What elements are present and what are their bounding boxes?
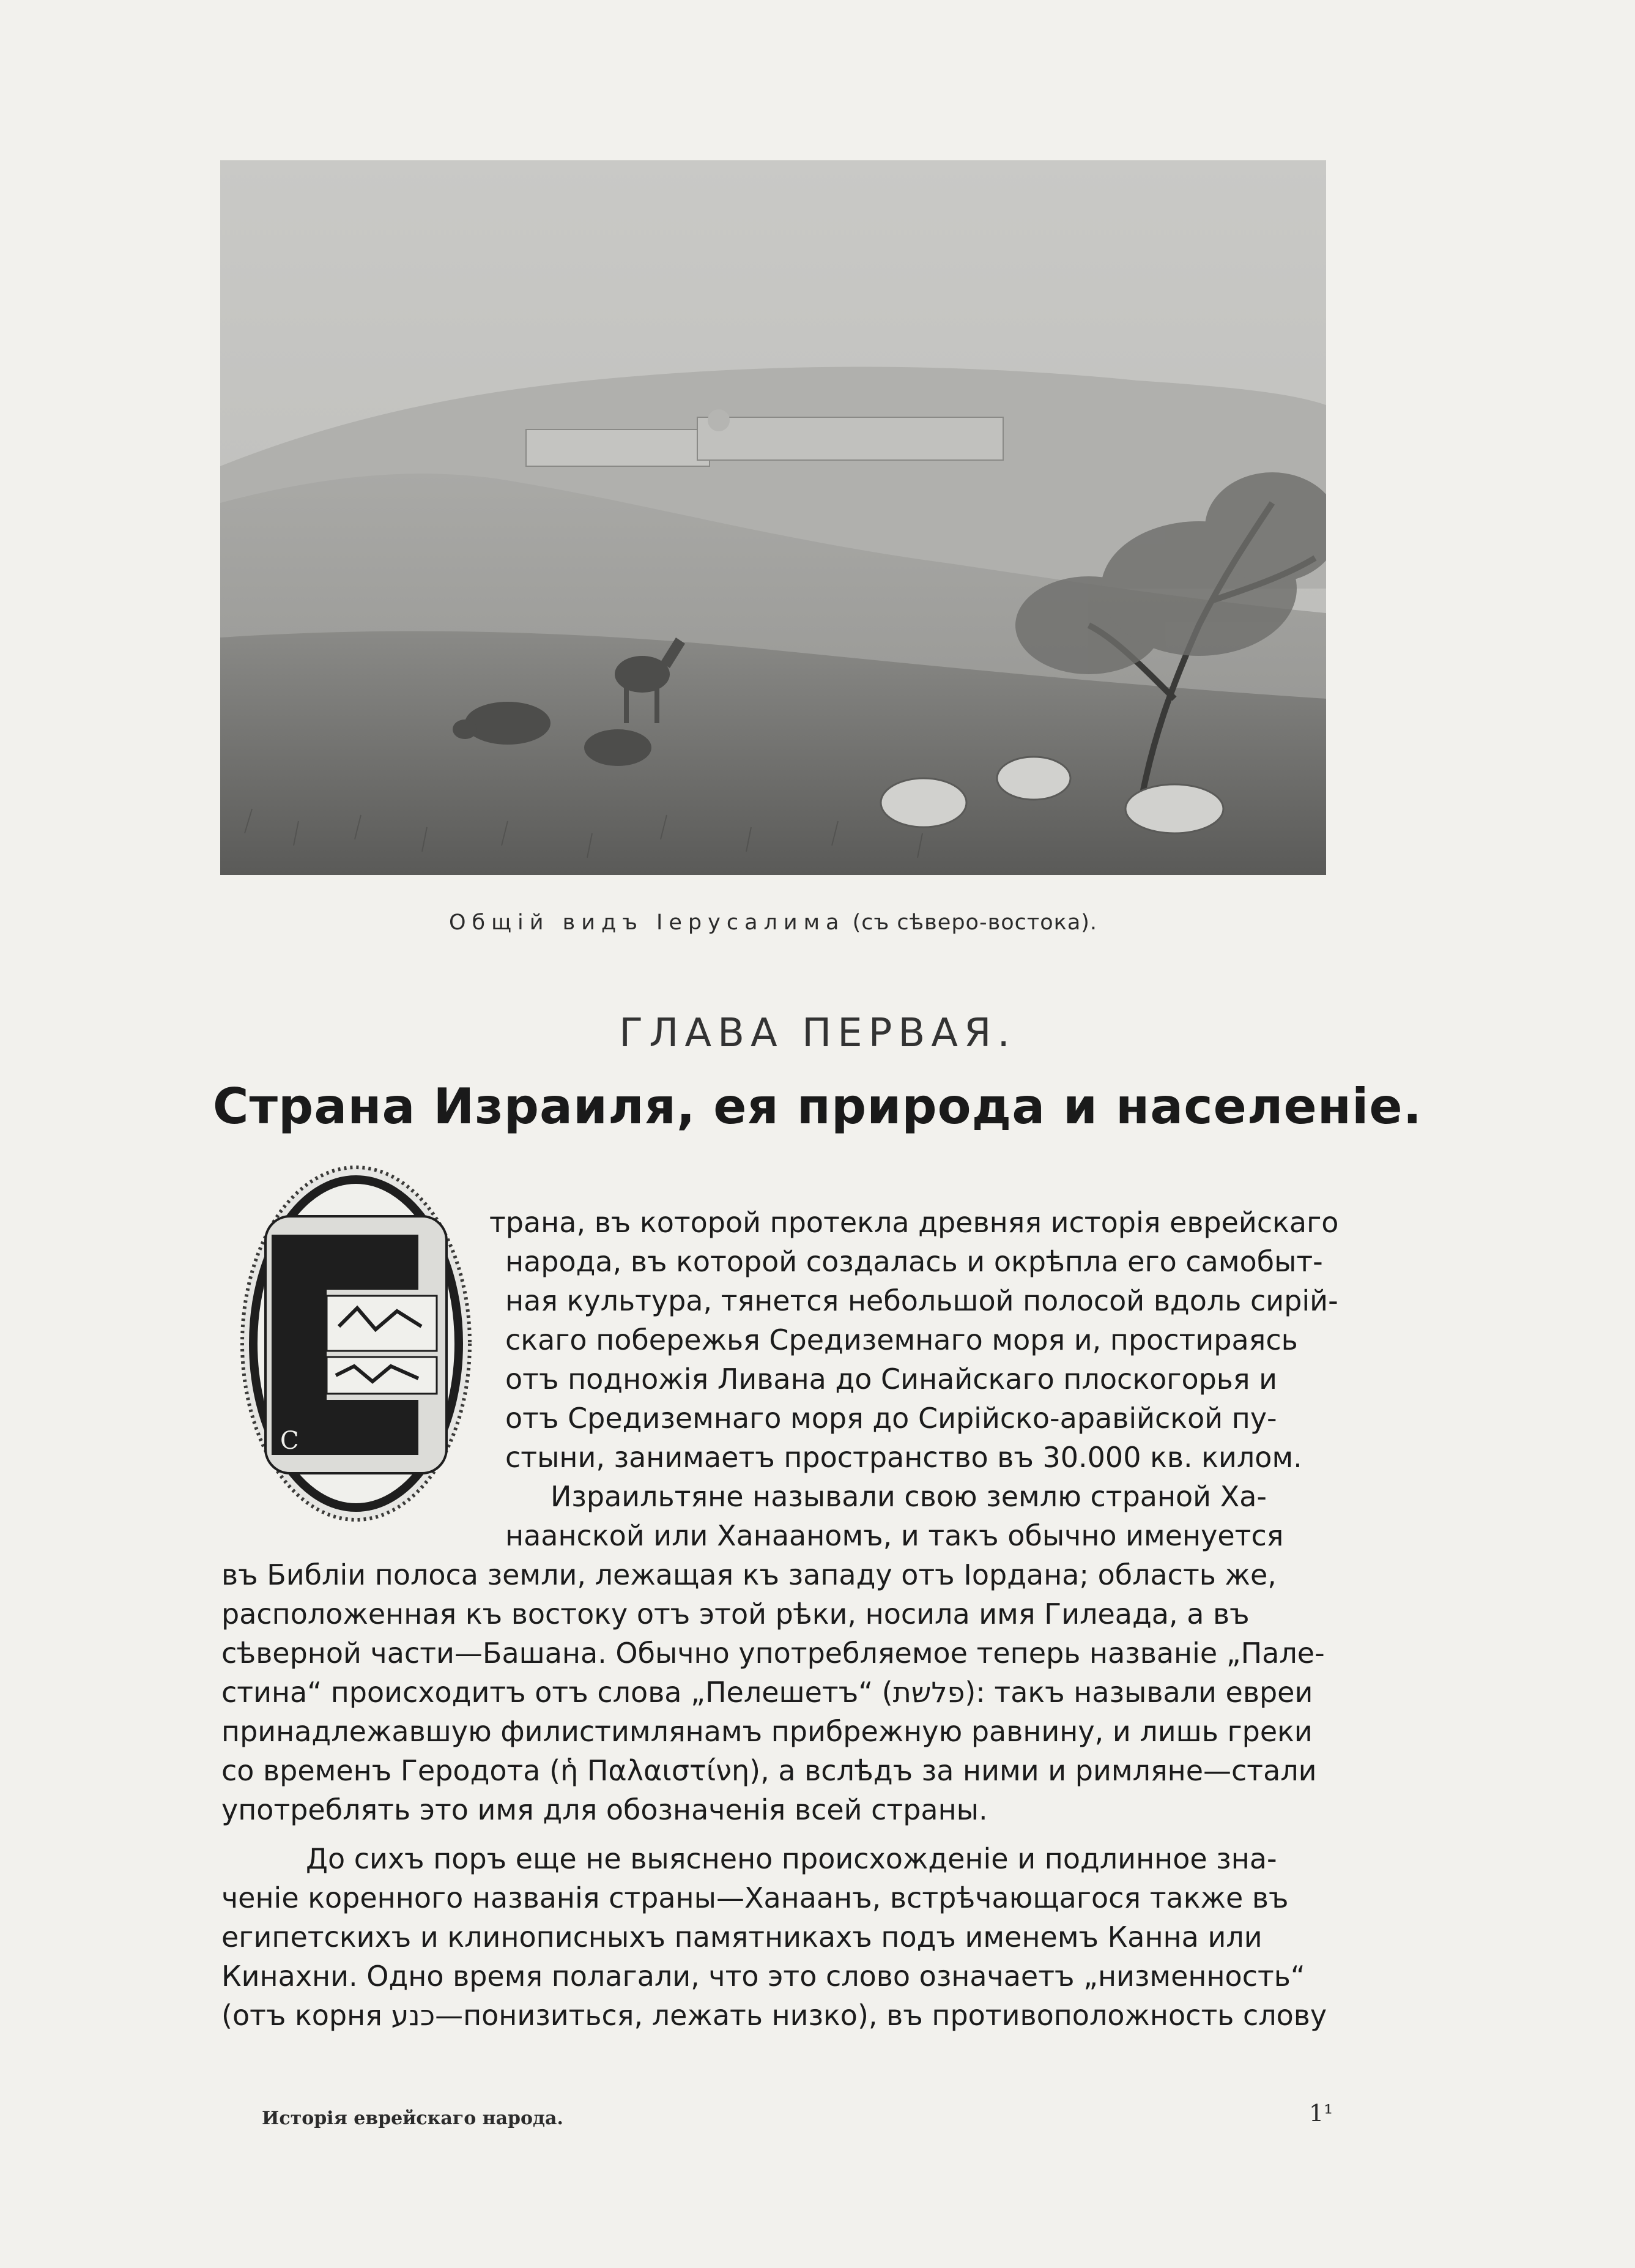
- body-line: египетскихъ и клинописныхъ памятникахъ подъ именемъ Канна или: [221, 1920, 1262, 1954]
- body-line: отъ подножія Ливана до Синайскаго плоскогорья и: [505, 1363, 1278, 1396]
- footer-book-title: Исторія еврейскаго народа.: [262, 2108, 563, 2129]
- chapter-label: ГЛАВА ПЕРВАЯ.: [619, 1011, 1016, 1056]
- jerusalem-engraving: [220, 160, 1326, 875]
- illustration-caption: [220, 910, 1326, 935]
- body-line: Израильтяне называли свою землю страной Ха-: [551, 1480, 1267, 1513]
- body-line: ная культура, тянется небольшой полосой вдоль сирій-: [505, 1284, 1338, 1317]
- body-line: наанской или Ханааномъ, и такъ обычно именуется: [505, 1519, 1284, 1552]
- body-line: отъ Средиземнаго моря до Сирійско-аравійской пу-: [505, 1402, 1277, 1435]
- caption-main: Общій видъ Іерусалима: [448, 910, 845, 935]
- caption-rest: (съ сѣверо-востока).: [852, 910, 1098, 935]
- body-line: со временъ Геродота (ἡ Παλαιστίνη), а вслѣдъ за ними и римляне—стали: [221, 1754, 1317, 1787]
- body-line: (отъ корня כנע—понизиться, лежать низко), въ противоположность слову: [221, 1999, 1327, 2032]
- drop-cap-initial: [235, 1161, 477, 1526]
- body-line: народа, въ которой создалась и окрѣпла его самобыт-: [505, 1245, 1323, 1278]
- chapter-title: Страна Израиля, ея природа и населеніе.: [212, 1078, 1423, 1135]
- body-line: ченіе коренного названія страны—Ханаанъ, встрѣчающагося также въ: [221, 1881, 1289, 1914]
- body-line: принадлежавшую филистимлянамъ прибрежную равнину, и лишь греки: [221, 1715, 1313, 1748]
- body-line: До сихъ поръ еще не выяснено происхожденіе и подлинное зна-: [306, 1842, 1277, 1875]
- svg-text:С: С: [280, 1427, 299, 1455]
- body-line: сѣверной части—Башана. Обычно употребляемое теперь названіе „Пале-: [221, 1637, 1325, 1670]
- body-line: трана, въ которой протекла древняя исторія еврейскаго: [489, 1206, 1339, 1239]
- body-line: стина“ происходитъ отъ слова „Пелешетъ“ (פלשת): такъ называли евреи: [221, 1676, 1313, 1709]
- body-line: скаго побережья Средиземнаго моря и, простираясь: [505, 1323, 1298, 1356]
- body-line: употреблять это имя для обозначенія всей страны.: [221, 1793, 988, 1826]
- body-line: Кинахни. Одно время полагали, что это слово означаетъ „низменность“: [221, 1960, 1305, 1993]
- body-line: въ Библіи полоса земли, лежащая къ западу отъ Іордана; область же,: [221, 1558, 1277, 1591]
- body-line: стыни, занимаетъ пространство въ 30.000 кв. килом.: [505, 1441, 1302, 1474]
- footer-signature: 1¹: [1309, 2100, 1333, 2127]
- body-line: расположенная къ востоку отъ этой рѣки, носила имя Гилеада, а въ: [221, 1597, 1250, 1630]
